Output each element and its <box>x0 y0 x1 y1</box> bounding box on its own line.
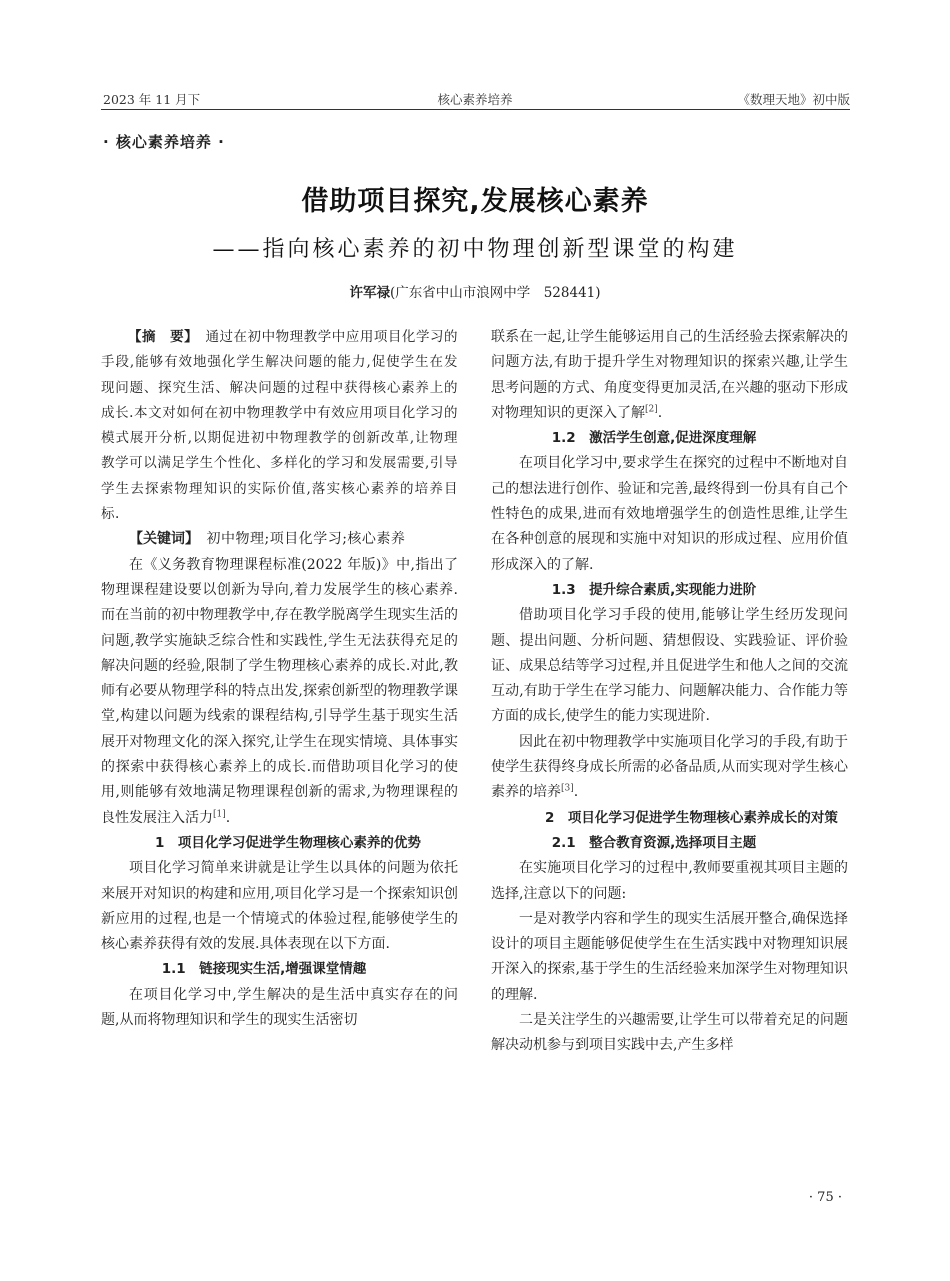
article-subtitle: ——指向核心素养的初中物理创新型课堂的构建 <box>212 237 738 262</box>
left-column <box>101 325 458 1033</box>
point-1-paragraph: 一是对教学内容和学生的现实生活展开整合,确保选择设计的项目主题能够促使学生在生活实践中对物理知识展开深入的探索,基于学生的生活经验来加深学生对物理知识的理解. <box>491 910 848 1003</box>
abstract-label: 【摘 要】 <box>128 329 192 345</box>
continued-paragraph <box>491 325 848 426</box>
citation-3: [3] <box>561 783 574 794</box>
keywords-text: 初中物理;项目化学习;核心素养 <box>192 531 406 548</box>
intro-paragraph <box>101 553 458 831</box>
abstract-text: 通过在初中物理教学中应用项目化学习的手段,能够有效地强化学生解决问题的能力,促使学生在发现问题、探究生活、解决问题的过程中获得核心素养上的成长.本文对如何在初中物理教学中有效应用项目化学习的模式展开分析,以期促进初中物理教学的创新改革,让物理教学可以满足学生个性化、多样化的学习和发展需要,引导学生去探索物理知识的实际价值,落实核心素养的培养目标. <box>101 329 459 523</box>
intro-end: . <box>225 809 231 826</box>
section-1-2-heading: 1.2 激活学生创意,促进深度理解 <box>551 430 757 447</box>
page-number: · 75 · <box>808 1190 842 1205</box>
summary-text: 因此在初中物理教学中实施项目化学习的手段,有助于使学生获得终身成长所需的必备品质,从而实现对学生核心素养的培养 <box>491 733 848 801</box>
author-name: 许军禄 <box>349 285 390 301</box>
section-1-heading: 1 项目化学习促进学生物理核心素养的优势 <box>155 834 421 851</box>
header-rule <box>101 109 850 110</box>
summary-paragraph <box>491 730 848 806</box>
section-2-heading: 2 项目化学习促进学生物理核心素养成长的对策 <box>545 809 838 826</box>
abstract <box>101 325 458 527</box>
citation-2: [2] <box>645 404 658 415</box>
author-affiliation: (广东省中山市浪网中学 528441) <box>389 285 601 301</box>
article-title: 借助项目探究,发展核心素养 <box>301 186 649 217</box>
continued-end: . <box>657 404 663 421</box>
section-1-2-paragraph: 在项目化学习中,要求学生在探究的过程中不断地对自己的想法进行创作、验证和完善,最终得到一份具有自己个性特色的成果,进而有效地增强学生的创造性思维,让学生在各种创意的展现和实施中对知识的形成过程、应用价值形成深入的了解. <box>491 455 848 573</box>
citation-1: [1] <box>213 808 226 819</box>
keywords-label: 【关键词】 <box>129 531 192 548</box>
keywords <box>101 527 458 552</box>
header-journal: 《数理天地》初中版 <box>737 92 850 107</box>
section-1-3-heading: 1.3 提升综合素质,实现能力进阶 <box>551 581 757 598</box>
point-2-paragraph: 二是关注学生的兴趣需要,让学生可以带着充足的问题解决动机参与到项目实践中去,产生多样 <box>491 1012 848 1054</box>
section-2-1-paragraph: 在实施项目化学习的过程中,教师要重视其项目主题的选择,注意以下的问题: <box>491 860 848 902</box>
section-2-1-heading: 2.1 整合教育资源,选择项目主题 <box>551 834 757 851</box>
header-date: 2023 年 11 月下 <box>103 92 201 107</box>
continued-text: 联系在一起,让学生能够运用自己的生活经验去探索解决的问题方法,有助于提升学生对物理知识的探索兴趣,让学生思考问题的方式、角度变得更加灵活,在兴趣的驱动下形成对物理知识的更深入了解 <box>491 329 848 421</box>
column-tag: · 核心素养培养 · <box>103 133 225 151</box>
section-1-paragraph: 项目化学习简单来讲就是让学生以具体的问题为依托来展开对知识的构建和应用,项目化学习是一个探索知识创新应用的过程,也是一个情境式的体验过程,能够使学生的核心素养获得有效的发展.具体表现在以下方面. <box>101 860 458 953</box>
section-1-1-heading: 1.1 链接现实生活,增强课堂情趣 <box>161 961 367 978</box>
author-line <box>0 281 950 301</box>
summary-end: . <box>573 784 579 801</box>
section-1-1-paragraph: 在项目化学习中,学生解决的是生活中真实存在的问题,从而将物理知识和学生的现实生活密切 <box>101 986 458 1029</box>
section-1-3-paragraph: 借助项目化学习手段的使用,能够让学生经历发现问题、提出问题、分析问题、猜想假设、实践验证、评价验证、成果总结等学习过程,并且促进学生和他人之间的交流互动,有助于学生在学习能力、问题解决能力、合作能力等方面的成长,使学生的能力实现进阶. <box>491 607 848 725</box>
intro-text: 在《义务教育物理课程标准(2022 年版)》中,指出了物理课程建设要以创新为导向,着力发展学生的核心素养.而在当前的初中物理教学中,存在教学脱离学生现实生活的问题,教学实施缺乏综合性和实践性,学生无法获得充足的解决问题的经验,限制了学生物理核心素养的成长.对此,教师有必要从物理学科的特点出发,探索创新型的物理教学课堂,构建以问题为线索的课程结构,引导学生基于现实生活展开对物理文化的深入探究,让学生在现实情境、具体事实的探索中获得核心素养上的成长.而借助项目化学习的使用,则能够有效地满足物理课程创新的需求,为物理课程的良性发展注入活力 <box>101 556 458 826</box>
header-section: 核心素养培养 <box>437 92 513 107</box>
right-column <box>491 325 848 1059</box>
